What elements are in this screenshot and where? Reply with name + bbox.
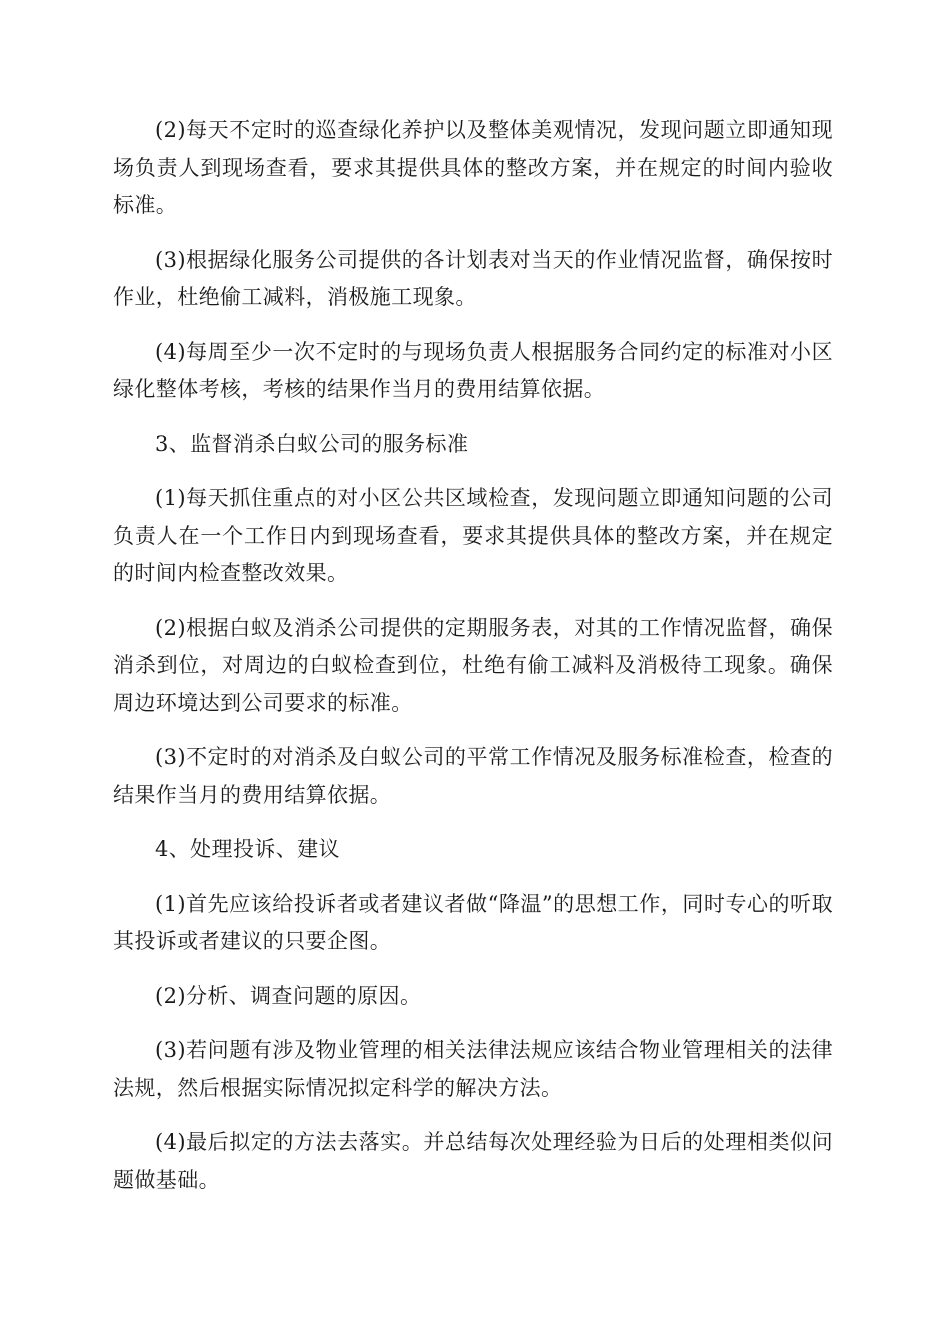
paragraph-greening-assessment: (4)每周至少一次不定时的与现场负责人根据服务合同约定的标准对小区绿化整体考核，考核的结果作当月的费用结算依据。 (113, 339, 833, 401)
paragraph-pest-assessment: (3)不定时的对消杀及白蚁公司的平常工作情况及服务标准检查，检查的结果作当月的费用结算依据。 (113, 745, 833, 807)
paragraph-pest-daily-check: (1)每天抓住重点的对小区公共区域检查，发现问题立即通知问题的公司负责人在一个工作日内到现场查看，要求其提供具体的整改方案，并在规定的时间内检查整改效果。 (113, 486, 833, 585)
paragraph-complaint-implement: (4)最后拟定的方法去落实。并总结每次处理经验为日后的处理相类似问题做基础。 (113, 1130, 833, 1192)
section-heading-complaints: 4、处理投诉、建议 (155, 837, 340, 861)
paragraph-greening-inspection: (2)每天不定时的巡查绿化养护以及整体美观情况，发现问题立即通知现场负责人到现场查看，要求其提供具体的整改方案，并在规定的时间内验收标准。 (113, 118, 833, 217)
paragraph-greening-schedule: (3)根据绿化服务公司提供的各计划表对当天的作业情况监督，确保按时作业，杜绝偷工减料，消极施工现象。 (113, 247, 833, 309)
paragraph-pest-schedule: (2)根据白蚁及消杀公司提供的定期服务表，对其的工作情况监督，确保消杀到位，对周边的白蚁检查到位，杜绝有偷工减料及消极待工现象。确保周边环境达到公司要求的标准。 (113, 615, 833, 715)
paragraph-complaint-analyze: (2)分析、调查问题的原因。 (155, 983, 422, 1008)
paragraph-complaint-legal: (3)若问题有涉及物业管理的相关法律法规应该结合物业管理相关的法律法规，然后根据实际情况拟定科学的解决方法。 (113, 1038, 833, 1100)
paragraph-complaint-listen: (1)首先应该给投诉者或者建议者做“降温”的思想工作，同时专心的听取其投诉或者建议的只要企图。 (113, 891, 833, 953)
document-page (113, 112, 833, 1216)
section-heading-pest-control: 3、监督消杀白蚁公司的服务标准 (155, 431, 469, 456)
